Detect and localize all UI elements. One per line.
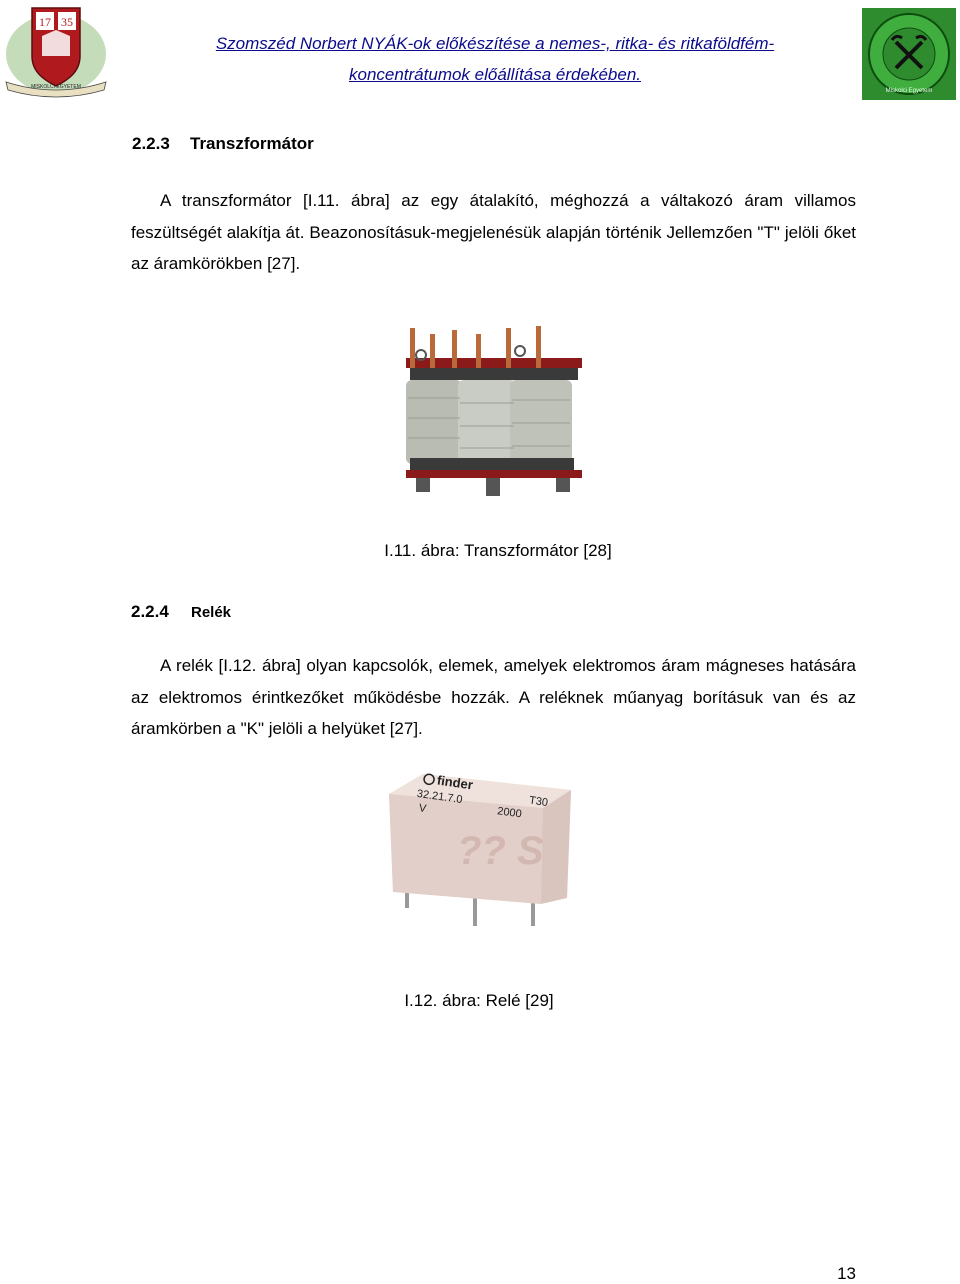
header-title-line-1: Szomszéd Norbert NYÁK-ok előkészítése a nemes-, ritka- és ritkaföldfém-	[215, 34, 775, 53]
header-title-line-2: koncentrátumok előállítása érdekében.	[348, 65, 641, 84]
svg-text:?? S: ?? S	[457, 829, 544, 873]
section-number: 2.2.3	[132, 134, 170, 153]
relay-image	[383, 768, 579, 940]
section-heading-relay	[131, 602, 231, 622]
relay-brand: finder	[436, 772, 474, 793]
university-crest-logo	[2, 2, 110, 98]
section-heading-transformer	[132, 134, 314, 154]
section-number: 2.2.4	[131, 602, 169, 621]
relay-code: 32.21.7.0	[416, 787, 464, 807]
figure-caption-transformer: I.11. ábra: Transzformátor [28]	[384, 541, 612, 560]
relay-type: T30	[528, 794, 549, 810]
section-title: Relék	[191, 604, 232, 621]
crest-banner-text: MISKOLCI EGYETEM	[31, 84, 81, 90]
relay-paragraph: A relék [I.12. ábra] olyan kapcsolók, elemek, amelyek elektromos áram mágneses hatására az elektromos érintkezőket működésbe hozzák. A reléknek műanyag borításuk van és az áramkörben a "K" jelöli a helyüket [27].	[131, 656, 856, 738]
faculty-logo-text: Miskolci Egyetem	[885, 88, 933, 94]
relay-rating: 2000	[496, 805, 523, 821]
section-title: Transzformátor	[190, 134, 314, 153]
crest-year-left: 17	[39, 15, 51, 29]
figure-caption-relay: I.12. ábra: Relé [29]	[404, 991, 554, 1010]
faculty-logo	[862, 8, 956, 100]
crest-year-right: 35	[61, 15, 73, 29]
transformer-paragraph: A transzformátor [I.11. ábra] az egy átalakító, méghozzá a váltakozó áram villamos feszültségét alakítja át. Beazonosításuk-megjelenésük alapján történik Jellemzően "T" jelöli őket az áramkörökben [27].	[131, 191, 856, 273]
transformer-image	[396, 308, 596, 528]
page-number: 13	[837, 1264, 856, 1283]
relay-voltage: V	[418, 802, 428, 816]
